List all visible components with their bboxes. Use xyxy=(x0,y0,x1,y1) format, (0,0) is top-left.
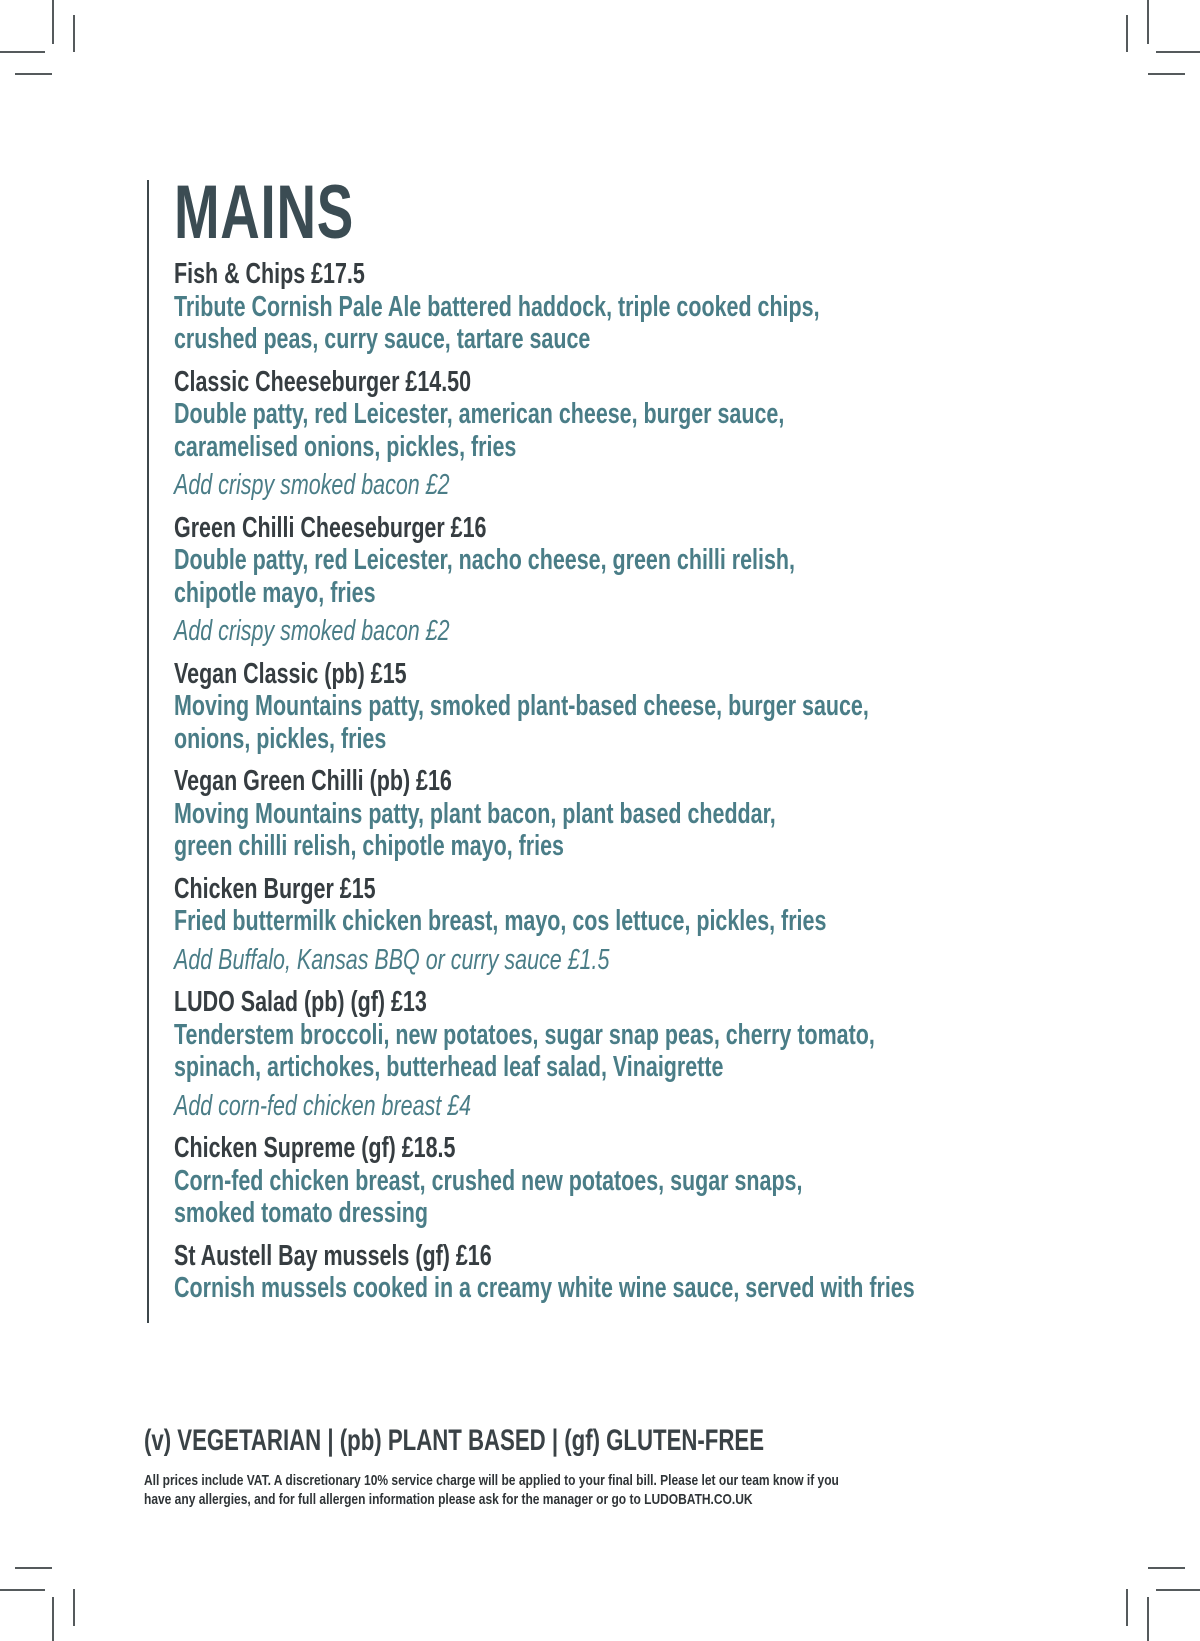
item-name: St Austell Bay mussels (gf) £16 xyxy=(174,1239,492,1272)
crop-mark xyxy=(1147,1597,1149,1641)
item-description: Tribute Cornish Pale Ale battered haddock, triple cooked chips, xyxy=(174,290,820,323)
fine-print-line: have any allergies, and for full allergen information please ask for the manager or go to LUDOBATH.CO.UK xyxy=(144,1491,753,1508)
menu-section-mains xyxy=(174,170,1074,1315)
item-description: Moving Mountains patty, smoked plant-based cheese, burger sauce, xyxy=(174,690,869,722)
dietary-legend: (v) VEGETARIAN | (pb) PLANT BASED | (gf) GLUTEN-FREE xyxy=(144,1424,765,1457)
item-description: onions, pickles, fries xyxy=(174,722,387,755)
item-name: Green Chilli Cheeseburger £16 xyxy=(174,511,487,544)
menu-footer xyxy=(144,1423,1144,1509)
crop-mark xyxy=(15,73,52,75)
crop-mark xyxy=(0,1589,45,1591)
item-name: Classic Cheeseburger £14.50 xyxy=(174,365,472,398)
crop-mark xyxy=(1148,1567,1185,1569)
item-description: Double patty, red Leicester, nacho cheese, green chilli relish, xyxy=(174,544,795,576)
item-name: Vegan Classic (pb) £15 xyxy=(174,657,407,690)
crop-mark xyxy=(1156,1589,1200,1591)
fine-print-line: All prices include VAT. A discretionary 10% service charge will be applied to your final bill. Please let our team know if you xyxy=(144,1472,839,1489)
menu-item xyxy=(174,986,1074,1122)
menu-item xyxy=(174,366,1074,502)
item-description: Moving Mountains patty, plant bacon, plant based cheddar, xyxy=(174,797,776,830)
crop-mark xyxy=(0,51,45,53)
menu-item xyxy=(174,258,1074,356)
crop-mark xyxy=(15,1567,52,1569)
menu-item xyxy=(174,765,1074,863)
item-addon: Add crispy smoked bacon £2 xyxy=(174,615,450,647)
item-description: Corn-fed chicken breast, crushed new potatoes, sugar snaps, xyxy=(174,1164,803,1197)
item-name: Chicken Burger £15 xyxy=(174,872,376,905)
item-description: chipotle mayo, fries xyxy=(174,576,376,609)
crop-mark xyxy=(1147,0,1149,44)
menu-item xyxy=(174,1240,1074,1305)
menu-item xyxy=(174,873,1074,977)
item-description: green chilli relish, chipotle mayo, fries xyxy=(174,830,564,862)
item-description: Tenderstem broccoli, new potatoes, sugar snap peas, cherry tomato, xyxy=(174,1018,875,1051)
item-addon: Add Buffalo, Kansas BBQ or curry sauce £1.5 xyxy=(174,943,610,976)
item-name: Chicken Supreme (gf) £18.5 xyxy=(174,1132,456,1164)
item-name: LUDO Salad (pb) (gf) £13 xyxy=(174,986,427,1018)
crop-mark xyxy=(73,1589,75,1626)
menu-item xyxy=(174,512,1074,648)
item-name: Vegan Green Chilli (pb) £16 xyxy=(174,765,452,797)
crop-mark xyxy=(73,15,75,52)
item-addon: Add crispy smoked bacon £2 xyxy=(174,469,450,501)
menu-item xyxy=(174,1132,1074,1230)
item-description: Fried buttermilk chicken breast, mayo, cos lettuce, pickles, fries xyxy=(174,905,827,937)
crop-mark xyxy=(1126,1589,1128,1626)
crop-mark xyxy=(52,0,54,44)
crop-mark xyxy=(1156,51,1200,53)
section-title: MAINS xyxy=(174,170,354,255)
crop-mark xyxy=(1126,15,1128,52)
menu-item xyxy=(174,658,1074,756)
item-description: Cornish mussels cooked in a creamy white wine sauce, served with fries xyxy=(174,1272,915,1304)
item-description: smoked tomato dressing xyxy=(174,1197,429,1229)
crop-mark xyxy=(1148,73,1185,75)
section-vertical-rule xyxy=(147,180,149,1323)
item-description: Double patty, red Leicester, american cheese, burger sauce, xyxy=(174,398,785,430)
item-addon: Add corn-fed chicken breast £4 xyxy=(174,1089,472,1122)
item-description: caramelised onions, pickles, fries xyxy=(174,430,517,463)
crop-mark xyxy=(52,1597,54,1641)
item-name: Fish & Chips £17.5 xyxy=(174,258,365,290)
item-description: spinach, artichokes, butterhead leaf salad, Vinaigrette xyxy=(174,1051,724,1083)
item-description: crushed peas, curry sauce, tartare sauce xyxy=(174,323,591,355)
